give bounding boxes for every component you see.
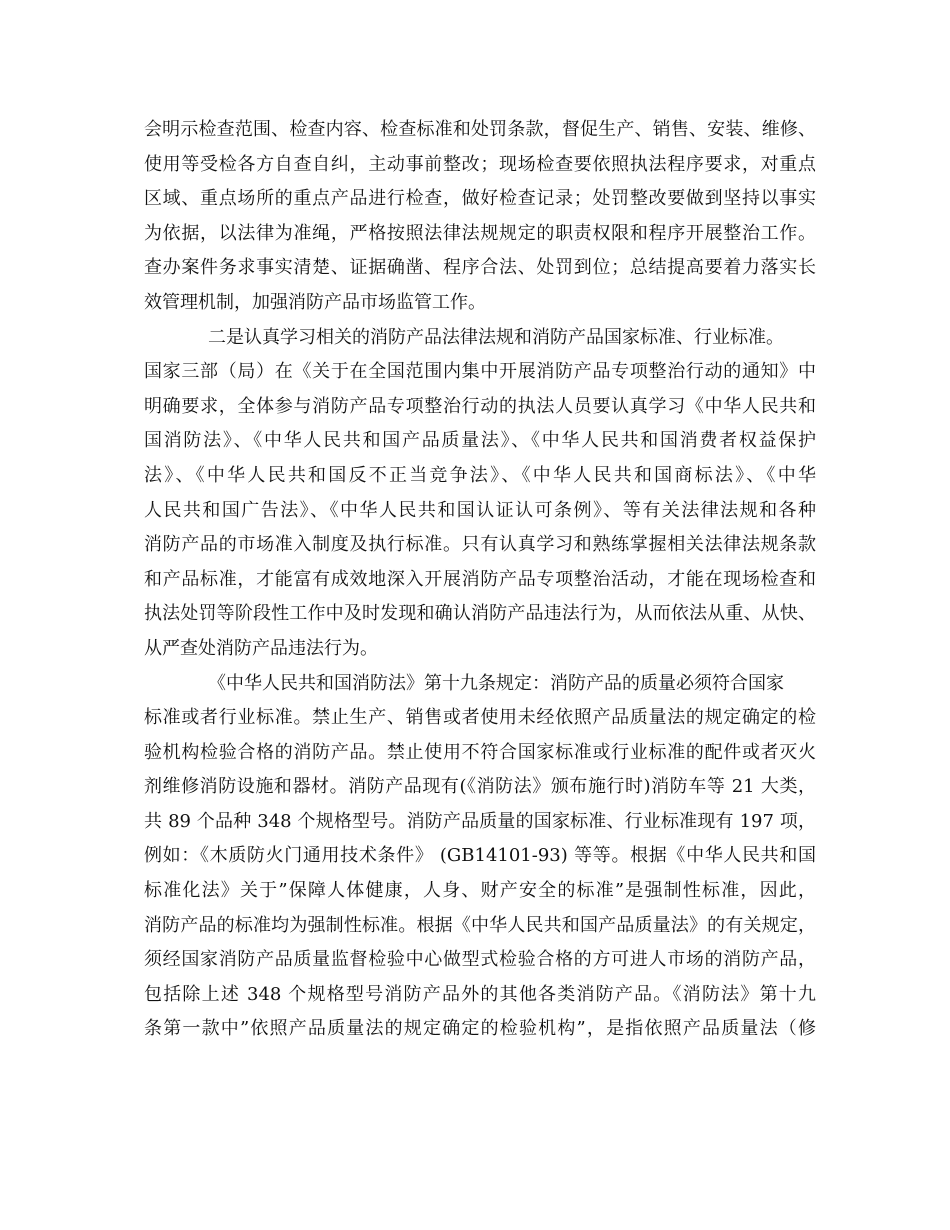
text-line: 人民共和国广告法》、《中华人民共和国认证认可条例》、等有关法律法规和各种	[144, 499, 816, 521]
paragraph	[144, 667, 816, 1048]
text-line: 标准或者行业标准。禁止生产、销售或者使用未经依照产品质量法的规定确定的检	[144, 707, 816, 729]
text-line: 国家三部（局）在《关于在全国范围内集中开展消防产品专项整治行动的通知》中	[144, 361, 816, 383]
text-line: 效管理机制，加强消防产品市场监管工作。	[144, 291, 486, 313]
text-line: 为依据，以法律为准绳，严格按照法律法规规定的职责权限和程序开展整治工作。	[144, 222, 816, 244]
text-line: 《中华人民共和国消防法》第十九条规定：消防产品的质量必须符合国家	[208, 672, 784, 694]
text-line: 和产品标准，才能富有成效地深入开展消防产品专项整治活动，才能在现场检查和	[144, 568, 816, 590]
text-line: 明确要求，全体参与消防产品专项整治行动的执法人员要认真学习《中华人民共和	[144, 395, 816, 417]
text-line: 消防产品的市场准入制度及执行标准。只有认真学习和熟练掌握相关法律法规条款	[144, 534, 816, 556]
paragraph	[144, 321, 816, 667]
text-line: 须经国家消防产品质量监督检验中心做型式检验合格的方可进人市场的消防产品，	[144, 949, 816, 971]
text-line: 标准化法》关于”保障人体健康，人身、财产安全的标准”是强制性标准，因此，	[144, 880, 816, 902]
text-line: 执法处罚等阶段性工作中及时发现和确认消防产品违法行为，从而依法从重、从快、	[144, 603, 816, 625]
text-line: 区域、重点场所的重点产品进行检查，做好检查记录；处罚整改要做到坚持以事实	[144, 188, 816, 210]
text-line: 从严查处消防产品违法行为。	[144, 637, 378, 659]
text-line: 验机构检验合格的消防产品。禁止使用不符合国家标准或行业标准的配件或者灭火	[144, 741, 816, 763]
text-line: 会明示检查范围、检查内容、检查标准和处罚条款，督促生产、销售、安装、维修、	[144, 119, 816, 140]
text-line: 包括除上述 348 个规格型号消防产品外的其他各类消防产品。《消防法》第十九	[144, 983, 816, 1005]
text-line: 共 89 个品种 348 个规格型号。消防产品质量的国家标准、行业标准现有 197 项，	[144, 810, 816, 832]
document-body	[144, 113, 816, 1047]
text-line: 法》、《中华人民共和国反不正当竞争法》、《中华人民共和国商标法》、《中华	[144, 464, 816, 486]
text-line: 条第一款中”依照产品质量法的规定确定的检验机构”，是指依照产品质量法（修	[144, 1018, 816, 1040]
text-line: 二是认真学习相关的消防产品法律法规和消防产品国家标准、行业标准。	[208, 326, 784, 348]
text-line: 查办案件务求事实清楚、证据确凿、程序合法、处罚到位；总结提高要着力落实长	[144, 257, 816, 279]
text-line: 国消防法》、《中华人民共和国产品质量法》、《中华人民共和国消费者权益保护	[144, 430, 816, 452]
text-line: 使用等受检各方自查自纠，主动事前整改；现场检查要依照执法程序要求，对重点	[144, 153, 816, 175]
text-line: 剂维修消防设施和器材。消防产品现有(《消防法》颁布施行时)消防车等 21 大类，	[144, 776, 816, 798]
text-line: 例如：《木质防火门通用技术条件》 (GB14101-93) 等等。根据《中华人民共和国	[144, 845, 816, 867]
paragraph	[144, 113, 816, 321]
text-line: 消防产品的标准均为强制性标准。根据《中华人民共和国产品质量法》的有关规定，	[144, 914, 816, 936]
